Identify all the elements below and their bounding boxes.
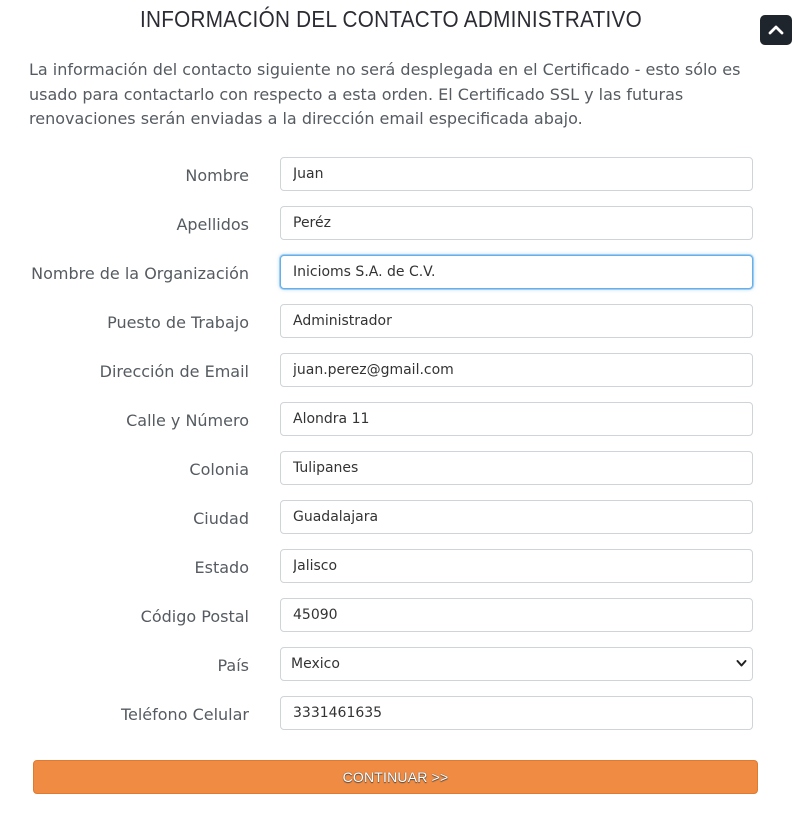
estado-label: Estado [194,558,249,577]
calle-input[interactable] [280,402,753,436]
estado-input[interactable] [280,549,753,583]
ciudad-label: Ciudad [193,509,249,528]
organizacion-input[interactable] [280,255,753,289]
form-row-apellidos [0,206,796,240]
telefono-label: Teléfono Celular [120,705,249,724]
form-row-colonia [0,451,796,485]
nombre-input[interactable] [280,157,753,191]
puesto-label: Puesto de Trabajo [107,313,249,332]
scroll-top-button[interactable] [760,15,792,45]
form-row-codigo-postal [0,598,796,632]
page-title: INFORMACIÓN DEL CONTACTO ADMINISTRATIVO [139,6,643,32]
codigo-postal-label: Código Postal [140,607,249,626]
apellidos-label: Apellidos [176,215,249,234]
telefono-input[interactable] [280,696,753,730]
form-row-puesto [0,304,796,338]
chevron-up-icon [768,24,784,36]
form-row-pais [0,647,796,681]
puesto-input[interactable] [280,304,753,338]
email-input[interactable] [280,353,753,387]
organizacion-label: Nombre de la Organización [31,264,249,283]
email-label: Dirección de Email [99,362,249,381]
colonia-label: Colonia [189,460,249,479]
form-row-email [0,353,796,387]
pais-select[interactable] [280,647,753,681]
apellidos-input[interactable] [280,206,753,240]
pais-label: País [217,656,249,675]
ciudad-input[interactable] [280,500,753,534]
form-row-calle [0,402,796,436]
colonia-input[interactable] [280,451,753,485]
form-row-nombre [0,157,796,191]
form-row-telefono [0,696,796,730]
nombre-label: Nombre [185,166,249,185]
intro-text: La información del contacto siguiente no será desplegada en el Certificado - esto sólo es usado para contactarlo con respecto a esta orden. El Certificado SSL y las futuras renovaciones serán enviadas a la dirección email especificada abajo. [29,60,741,128]
form-row-organizacion [0,255,796,289]
codigo-postal-input[interactable] [280,598,753,632]
form-row-estado [0,549,796,583]
continue-button[interactable]: CONTINUAR >> [33,760,758,794]
calle-label: Calle y Número [126,411,249,430]
form-row-ciudad [0,500,796,534]
